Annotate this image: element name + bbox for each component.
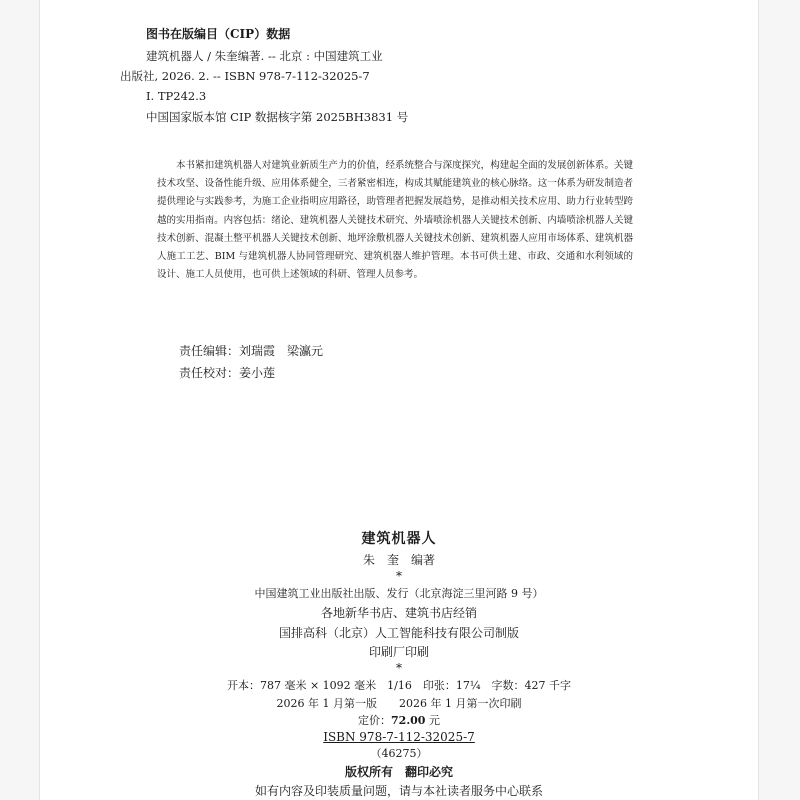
- author-line: 朱 奎 编著: [362, 553, 435, 567]
- separator-star-1: *: [396, 569, 402, 583]
- book-code: （46275）: [370, 747, 428, 760]
- content-summary: [157, 157, 633, 284]
- responsible-editors: 责任编辑：刘瑞霞 梁瀛元: [179, 344, 324, 358]
- contact-notice: 如有内容及印装质量问题，请与本社读者服务中心联系: [254, 784, 543, 798]
- price-unit: 元: [425, 714, 440, 727]
- cip-line-3: Ⅰ. TP242.3: [146, 89, 207, 103]
- price-value: 72.00: [391, 714, 426, 727]
- summary-text: 本书紧扣建筑机器人对建筑业新质生产力的价值，经系统整合与深度探究，构建起全面的发展创新体系。关键技术攻坚、设备性能升级、应用体系健全，三者紧密相连，构成其赋能建筑业的核心脉络。这一体系为研发制造者提供理论与实践参考，为施工企业指明应用路径，助管理者把握发展趋势，是推动相关技术应用、助力行业转型跨越的实用指南。内容包括：绪论、建筑机器人关键技术研究、外墙喷涂机器人关键技术创新、内墙喷涂机器人关键技术创新、混凝土整平机器人关键技术创新、地坪涂敷机器人关键技术创新、建筑机器人应用市场体系、建筑机器人施工工艺、BIM 与建筑机器人协同管理研究、建筑机器人维护管理。本书可供土建、市政、交通和水利领域的设计、施工人员使用，也可供上述领域的科研、管理人员参考。: [157, 160, 633, 281]
- cip-title: 图书在版编目（CIP）数据: [146, 27, 291, 41]
- copyright-page: [40, 0, 758, 800]
- book-title: 建筑机器人: [361, 531, 437, 547]
- printer-line: 印刷厂印刷: [368, 645, 429, 659]
- isbn-line: ISBN 978-7-112-32025-7: [323, 730, 475, 744]
- edition-line: 2026 年 1 月第一版 2026 年 1 月第一次印刷: [276, 697, 522, 710]
- rights-notice: 版权所有 翻印必究: [344, 765, 453, 779]
- price-line: [40, 712, 758, 728]
- typesetter-line: 国排高科（北京）人工智能科技有限公司制版: [278, 626, 519, 640]
- publisher-line: 中国建筑工业出版社出版、发行（北京海淀三里河路 9 号）: [254, 587, 544, 600]
- format-specs: 开本：787 毫米 × 1092 毫米 1/16 印张：17¼ 字数：427 千字: [226, 679, 572, 692]
- distributor-line: 各地新华书店、建筑书店经销: [320, 606, 477, 620]
- cip-line-4: 中国国家版本馆 CIP 数据核字第 2025BH3831 号: [146, 110, 409, 124]
- cip-line-1: 建筑机器人 / 朱奎编著. -- 北京 : 中国建筑工业: [146, 49, 383, 63]
- responsible-proofreader: 责任校对：姜小莲: [179, 366, 276, 380]
- separator-star-2: *: [396, 661, 402, 675]
- cip-line-2: 出版社, 2026. 2. -- ISBN 978-7-112-32025-7: [120, 69, 370, 83]
- price-label: 定价：: [358, 714, 392, 727]
